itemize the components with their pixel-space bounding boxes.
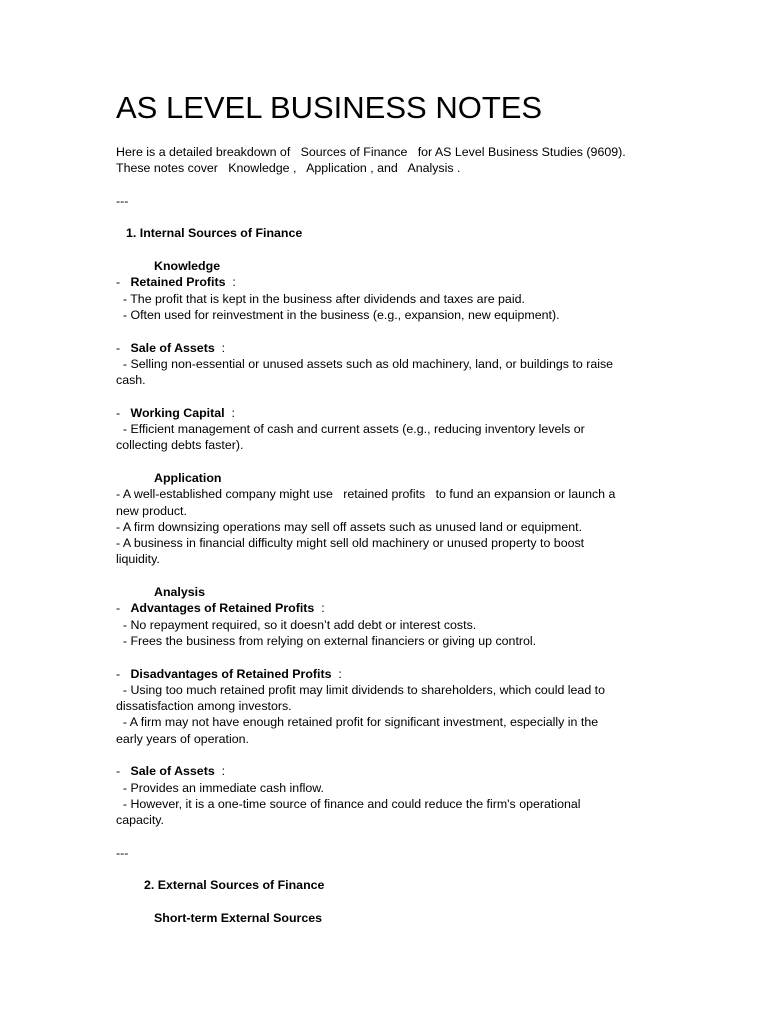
intro-text: , — [293, 161, 297, 176]
point-text: - Frees the business from relying on external financiers or giving up control. — [122, 633, 537, 648]
item-colon: : — [221, 340, 226, 355]
intro-text: These notes cover — [116, 161, 218, 176]
item-colon: : — [321, 601, 325, 616]
separator: --- — [116, 845, 129, 860]
list-item — [116, 356, 656, 372]
list-item — [116, 780, 656, 796]
item-colon: : — [338, 666, 342, 681]
separator: --- — [116, 193, 129, 208]
list-item-continuation: liquidity. — [116, 552, 160, 567]
list-item — [116, 421, 656, 437]
list-item — [116, 682, 656, 698]
item-label: Sale of Assets — [130, 340, 215, 355]
point-text: - However, it is a one-time source of finance and could reduce the firm's operational — [122, 796, 581, 811]
list-item-continuation: dissatisfaction among investors. — [116, 699, 292, 714]
short-term-heading: Short-term External Sources — [154, 910, 323, 925]
list-item-continuation: collecting debts faster). — [116, 438, 244, 453]
bullet-dash: - — [116, 666, 121, 681]
bullet-dash: - — [116, 601, 121, 616]
intro-text: for AS Level Business Studies (9609). — [417, 145, 626, 159]
point-text: to fund an expansion or launch a — [435, 487, 616, 502]
application-heading: Application — [154, 470, 222, 485]
point-text: - No repayment required, so it doesn’t add debt or interest costs. — [122, 617, 477, 632]
bullet-dash: - — [116, 340, 121, 355]
item-colon: : — [232, 275, 236, 290]
application-item: - A business in financial difficulty might sell old machinery or unused property to boost — [116, 536, 585, 551]
point-text: - Using too much retained profit may limit dividends to shareholders, which could lead to — [122, 682, 605, 697]
intro-term-knowledge: Knowledge — [228, 161, 290, 176]
intro-line-2 — [116, 160, 656, 176]
list-item — [116, 714, 656, 730]
point-text: - A firm may not have enough retained profit for significant investment, especially in the — [122, 715, 599, 730]
sale-of-assets-item — [116, 340, 656, 356]
bullet-dash: - — [116, 764, 121, 779]
document-page — [116, 88, 656, 926]
point-text: - Provides an immediate cash inflow. — [122, 780, 324, 795]
knowledge-heading: Knowledge — [154, 259, 221, 274]
list-item-continuation: new product. — [116, 503, 187, 518]
item-label: Sale of Assets — [130, 764, 215, 779]
intro-term-analysis: Analysis — [407, 161, 454, 176]
analysis-heading: Analysis — [154, 585, 205, 600]
document-title: AS LEVEL BUSINESS NOTES — [116, 90, 543, 125]
bullet-dash: - — [116, 275, 121, 290]
section-2-heading: 2. External Sources of Finance — [144, 878, 325, 893]
item-colon: : — [231, 405, 235, 420]
item-label: Retained Profits — [130, 275, 226, 290]
point-text: - Often used for reinvestment in the business (e.g., expansion, new equipment). — [122, 307, 560, 322]
application-item — [116, 486, 656, 502]
item-label: Working Capital — [130, 405, 225, 420]
list-item — [116, 796, 656, 812]
item-colon: : — [221, 764, 226, 779]
intro-line-1 — [116, 144, 656, 160]
list-item — [116, 291, 656, 307]
intro-text: , and — [370, 161, 398, 176]
section-1-heading: 1. Internal Sources of Finance — [126, 226, 303, 241]
list-item-continuation: cash. — [116, 373, 146, 388]
application-item: - A firm downsizing operations may sell off assets such as unused land or equipment. — [116, 519, 583, 534]
point-text: - Selling non-essential or unused assets such as old machinery, land, or buildings to raise — [122, 356, 614, 371]
disadvantages-item — [116, 666, 656, 682]
list-item — [116, 307, 656, 323]
working-capital-item — [116, 405, 656, 421]
point-text: - A well-established company might use — [116, 487, 333, 502]
list-item-continuation: capacity. — [116, 813, 164, 828]
bullet-dash: - — [116, 405, 121, 420]
intro-text: . — [457, 161, 461, 176]
point-text: - Efficient management of cash and current assets (e.g., reducing inventory levels or — [122, 422, 585, 437]
advantages-item — [116, 600, 656, 616]
intro-term-application: Application — [306, 161, 367, 176]
item-label: Disadvantages of Retained Profits — [130, 666, 332, 681]
intro-term-sources: Sources of Finance — [300, 145, 408, 159]
list-item-continuation: early years of operation. — [116, 731, 249, 746]
term-retained-profits: retained profits — [343, 487, 426, 502]
retained-profits-item — [116, 274, 656, 290]
item-label: Advantages of Retained Profits — [130, 601, 315, 616]
list-item — [116, 633, 656, 649]
list-item — [116, 617, 656, 633]
intro-text: Here is a detailed breakdown of — [116, 145, 291, 159]
sale-of-assets-analysis-item — [116, 763, 656, 779]
point-text: - The profit that is kept in the business after dividends and taxes are paid. — [122, 291, 525, 306]
